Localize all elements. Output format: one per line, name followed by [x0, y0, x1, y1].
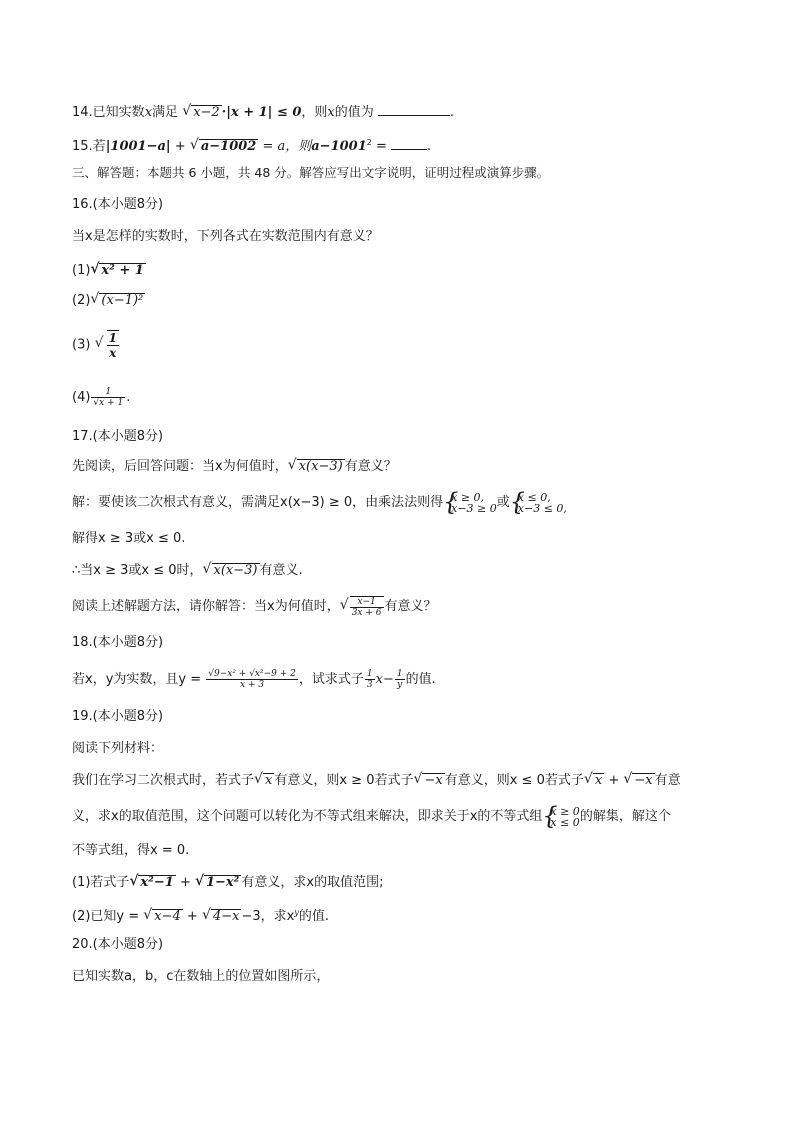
q15-eq: = a，则: [258, 139, 312, 154]
q19-l5r2: 1−x²: [205, 875, 240, 890]
q14-mid: 满足: [152, 105, 179, 120]
q16-p4-fraction: [91, 387, 125, 408]
answer-blank-14[interactable]: [378, 115, 450, 116]
q16-p4-end: .: [126, 390, 131, 405]
q17-l1b: 有意义？: [344, 459, 397, 474]
q19-l2-sqrt-4: [623, 772, 654, 790]
q19-system: [542, 806, 579, 828]
q18-main-fraction: [206, 669, 298, 690]
q14-abs: ·|x + 1| ≤ 0: [221, 105, 302, 120]
q15-tail: =: [371, 139, 392, 154]
question-16-stem: 当x是怎样的实数时，下列各式在实数范围内有意义？: [72, 229, 379, 244]
q17-sys2-b: x−3 ≤ 0,: [517, 501, 567, 515]
q19-l6a: (2)已知y =: [72, 909, 144, 924]
q14-suffix2: 的值为: [334, 105, 374, 120]
q16-p3-sqrt: [95, 330, 120, 361]
q19-l5-sqrt-1: [129, 874, 175, 892]
q17-l4-sqrt: [203, 562, 260, 580]
q18-mid: x−: [375, 672, 394, 687]
q19-line-6: [72, 904, 329, 926]
q16-p2-radicand: (x−1)²: [101, 293, 144, 308]
q17-line-2: [72, 490, 567, 516]
q15-sqrt: [190, 138, 259, 156]
q15-plus: +: [170, 139, 190, 154]
q19-line-2: [72, 772, 681, 790]
q19-l3a: 义，求x的取值范围，这个问题可以转化为不等式组来解决，即求关于x的不等式组: [72, 809, 543, 824]
q15-expr: a−1001: [311, 139, 367, 154]
question-18-header: 18.(本小题8分): [72, 635, 164, 650]
q19-l2-sqrt-1: [254, 772, 274, 790]
q18-den: x + 3: [240, 680, 265, 690]
q19-l2c: 有意义，则x ≤ 0若式子: [444, 773, 584, 788]
q17-l5b: 有意义？: [384, 599, 437, 614]
q17-sys1-a: { x ≥ 0,: [451, 490, 485, 504]
q17-line-3: 解得x ≥ 3或x ≤ 0.: [72, 531, 186, 546]
q14-sqrt: [182, 104, 222, 122]
q16-p3-den: x: [109, 346, 117, 360]
q16-p2-label: (2): [72, 293, 91, 308]
q16-part-2: [72, 292, 145, 310]
q20-line-1: 已知实数a，b，c在数轴上的位置如图所示，: [72, 969, 330, 984]
q15-abs: |1001−a|: [105, 139, 171, 154]
question-14: [72, 104, 454, 122]
q19-l2b: 有意义，则x ≥ 0若式子: [274, 773, 414, 788]
q19-l6-sqrt-1: [143, 908, 183, 926]
q16-part-4: [72, 386, 130, 410]
q16-p1-radicand: x² + 1: [101, 263, 144, 278]
q15-square: 2: [366, 138, 372, 147]
q15-end: .: [427, 139, 432, 154]
q19-l6-sqrt-2: [202, 908, 242, 926]
q19-l2r4: −x: [634, 773, 653, 788]
q19-l2-sqrt-3: [584, 772, 604, 790]
q17-l1a: 先阅读，后回答问题：当x为何值时，: [72, 459, 288, 474]
q19-l2d: +: [604, 773, 624, 788]
q15-radicand: a−1002: [200, 139, 257, 154]
q16-p2-sqrt: [90, 292, 145, 310]
q19-l6b: +: [182, 909, 202, 924]
q19-l2-sqrt-2: [413, 772, 444, 790]
q17-line-1: [72, 458, 397, 476]
q19-l6r2: 4−x: [212, 909, 240, 924]
q18-f2d: y: [397, 680, 403, 690]
q14-var: x: [144, 105, 153, 120]
q19-l5c: 有意义，求x的取值范围;: [241, 875, 384, 890]
q14-end: .: [449, 105, 455, 120]
q17-l4-radicand: x(x−3): [213, 563, 258, 578]
q19-l2r3: x: [594, 773, 603, 788]
q19-l3b: 的解集，解这个: [579, 809, 671, 824]
q19-l6-sup: y: [294, 908, 299, 917]
q16-part-1: [72, 262, 146, 280]
q17-l5-num: √ x−1: [350, 597, 384, 608]
q17-system-1: [443, 492, 497, 514]
q18-num: √9−x² + √x²−9 + 2: [208, 669, 296, 679]
q19-l6d: 的值.: [298, 909, 329, 924]
q19-l2r1: x: [265, 773, 273, 788]
q17-l4a: ∴当x ≥ 3或x ≤ 0时，: [72, 563, 203, 578]
q18-f1d: 3: [366, 680, 373, 690]
q16-p3-fraction: [107, 330, 119, 360]
q16-p1-label: (1): [72, 263, 91, 278]
q18-a: 若x，y为实数，且y =: [72, 672, 206, 687]
q16-p4-num: 1: [91, 387, 125, 398]
section-3-heading: 三、解答题：本题共 6 小题，共 48 分。解答应写出文字说明，证明过程或演算步骤。: [72, 165, 550, 180]
q19-l5-sqrt-2: [195, 874, 241, 892]
q19-l5r1: x²−1: [140, 875, 174, 890]
question-15: [72, 134, 431, 156]
q16-part-3: [72, 330, 120, 361]
q19-l6c: −3，求x: [241, 909, 295, 924]
q18-f1n: 1: [366, 669, 373, 679]
q18-c: 的值.: [405, 672, 436, 687]
q18-line-1: [72, 666, 436, 694]
q17-line-5: [72, 594, 437, 620]
q17-system-2: [510, 492, 567, 514]
q17-sys1-b: x−3 ≥ 0: [451, 501, 497, 515]
question-20-header: 20.(本小题8分): [72, 937, 164, 952]
q18-frac-1: [365, 669, 375, 690]
q19-line-5: [72, 874, 383, 892]
question-19-header: 19.(本小题8分): [72, 709, 164, 724]
q17-line-4: [72, 562, 303, 580]
q15-prefix: 15.若: [72, 139, 106, 154]
q17-l1-radicand: x(x−3): [298, 459, 343, 474]
q18-frac-2: [395, 669, 405, 690]
q16-p4-den: √x + 1: [93, 398, 124, 408]
q19-l2a: 我们在学习二次根式时，若式子: [72, 773, 255, 788]
q19-sys-a: { x ≥ 0: [550, 804, 580, 818]
q19-l5b: +: [175, 875, 195, 890]
q18-b: ，试求式子: [298, 672, 364, 687]
q19-l6r1: x−4: [154, 909, 181, 924]
q14-suffix1: ，则: [301, 105, 328, 120]
q14-radicand: x−2: [193, 105, 220, 120]
q19-line-3: [72, 804, 671, 830]
q17-l5-fraction: [350, 596, 384, 618]
q17-l5-sqrt: [340, 594, 385, 620]
question-17-header: 17.(本小题8分): [72, 429, 164, 444]
q16-p3-num: √ 1: [108, 331, 117, 345]
q17-l1-sqrt: [288, 458, 345, 476]
q17-l2a: 解：要使该二次根式有意义，需满足x(x−3) ≥ 0，由乘法法则得: [72, 495, 444, 510]
q16-p4-label: (4): [72, 390, 91, 405]
q19-l2e: 有意: [654, 773, 681, 788]
answer-blank-15[interactable]: [391, 149, 427, 150]
q16-p1-sqrt: [90, 262, 145, 280]
q17-l5a: 阅读上述解题方法，请你解答：当x为何值时，: [72, 599, 340, 614]
q18-f2n: 1: [396, 669, 403, 679]
q19-l5a: (1)若式子: [72, 875, 130, 890]
q19-l2r2: −x: [424, 773, 443, 788]
question-16-header: 16.(本小题8分): [72, 197, 164, 212]
q16-p3-label: (3): [72, 337, 91, 353]
q17-l5-den: 3x + 6: [351, 607, 382, 618]
q14-var2: x: [327, 105, 335, 120]
q19-line-4: 不等式组，得x = 0.: [72, 843, 190, 858]
q14-prefix: 14.已知实数: [72, 105, 145, 120]
q17-sys2-a: { x ≤ 0,: [517, 490, 551, 504]
q17-or: 或: [496, 495, 510, 510]
q19-line-1: 阅读下列材料：: [72, 741, 164, 756]
q17-l4b: 有意义.: [259, 563, 303, 578]
q19-sys-b: x ≤ 0: [550, 815, 580, 829]
